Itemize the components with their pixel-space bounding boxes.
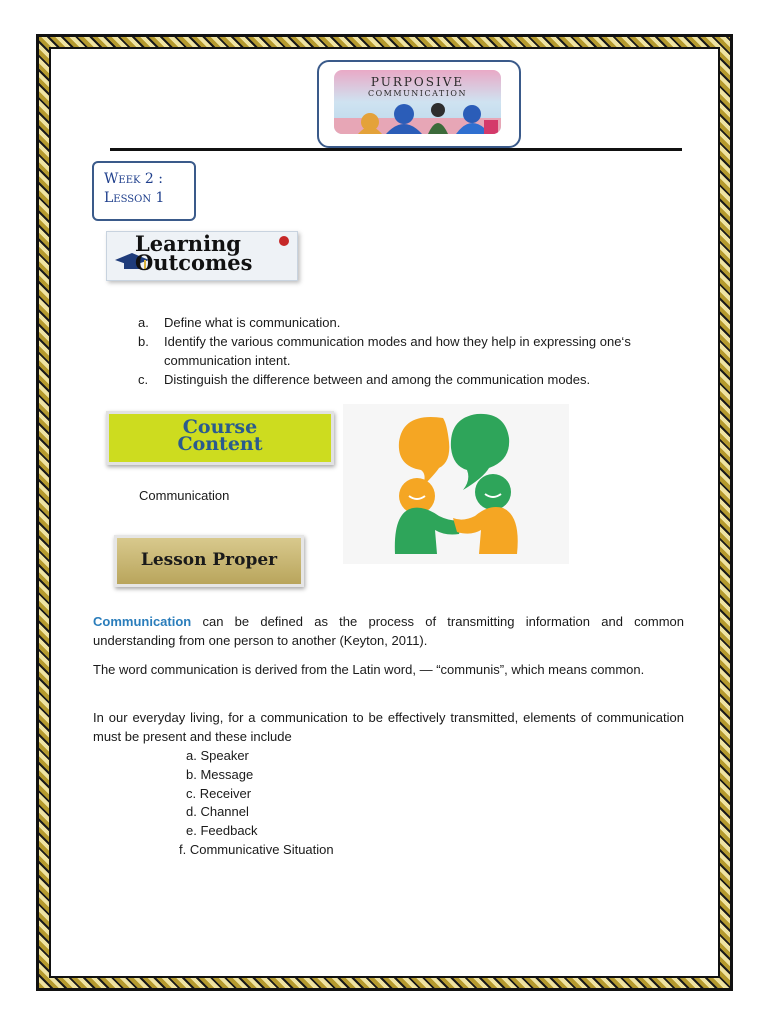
element-item: a. Speaker [186,748,249,763]
etymology-paragraph: The word communication is derived from the Latin word, ― “communis”, which means common. [93,662,645,677]
element-item: b. Message [186,767,254,782]
lesson-proper-title: Lesson Proper [140,550,278,570]
outcome-item [138,370,683,389]
outcome-marker: a. [138,315,149,330]
learning-outcomes-title: Learning Outcomes [135,231,253,275]
week-label: Week 2 : [104,171,163,187]
outcome-marker: c. [138,372,149,387]
outcome-item [138,332,683,370]
definition-paragraph [93,612,684,650]
elements-intro-paragraph: In our everyday living, for a communication to be effectively transmitted, elements of communication must be present and these include [93,710,684,744]
logo-subtitle: COMMUNICATION [368,89,467,98]
element-item: e. Feedback [186,823,258,838]
element-item: c. Receiver [186,786,252,801]
apple-icon [277,234,291,246]
course-content-item: Communication [139,488,230,503]
course-content-banner [106,411,334,465]
element-item: f. Communicative Situation [179,842,334,857]
lesson-proper-banner [114,535,304,587]
element-item: d. Channel [186,804,249,819]
logo-title: PURPOSIVE [370,75,465,89]
outcome-marker: b. [138,334,149,349]
week-lesson-label [104,170,164,208]
people-silhouettes-icon [334,100,501,134]
outcome-text: Distinguish the difference between and among the communication modes. [164,372,591,387]
definition-term: Communication [93,614,192,629]
header-divider [110,148,682,151]
communication-illustration [343,404,569,564]
outcome-item [138,313,683,332]
definition-text: can be defined as the process of transmitting information and common understanding from one person to another (Keyton, 2011). [93,614,684,648]
learning-outcomes-banner [106,231,298,281]
lesson-label: Lesson 1 [104,190,165,206]
course-logo [334,70,501,134]
outcome-text: Identify the various communication modes and how they help in expressing one‘s communication intent. [164,334,631,368]
course-content-title: Course Content [177,416,263,455]
speech-bubbles-icon [343,404,569,564]
outcome-text: Define what is communication. [164,315,341,330]
